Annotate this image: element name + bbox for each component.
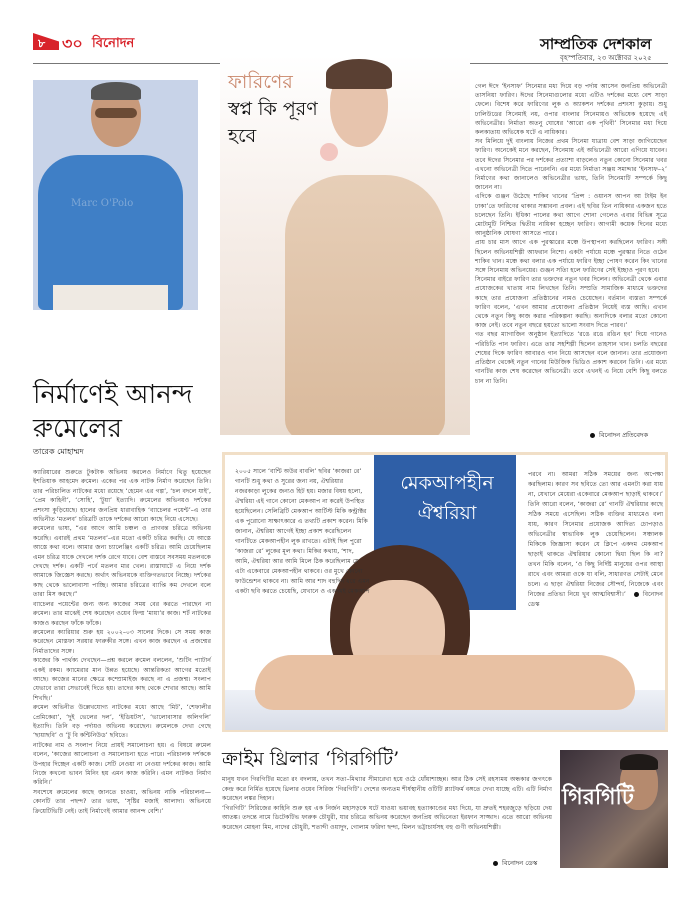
crime-headline: ক্রাইম থ্রিলার ‘গিরগিটি’ xyxy=(222,748,400,770)
bullet-icon xyxy=(634,592,639,597)
rumel-photo: Marc O'Polo xyxy=(33,80,198,310)
anniversary-logo: ৩০ xyxy=(62,34,83,53)
rumel-article-body xyxy=(33,468,211,816)
bullet-icon xyxy=(493,861,498,866)
paragraph: সব মিলিয়ে দুই বাংলায় নিজের প্রথম সিনেমা যাত্রায় বেশ সাড়া জাগিয়েছেন ফারিণ। অনেকেই মনে করছেন, সিনেমায় এই অভিনেত্রী আরো এগিয়ে যাবেন। তবে ঈদের সিনেমার পর দর্শকের প্রত্যাশা বাড়লেও নতুন কোনো সিনেমার খবর এখনো অভিনেত্রী দিতে পারেননি। এর মধ্যে নির্মাতা সঞ্জয় সমাদ্দার ‘ইনসাফ–২’ নির্মাণের কথা জানালেও অভিনেত্রীর ভাষ্য, তিনি সিনেমাটি সম্পর্কে কিছু জানেন না। xyxy=(475,138,667,192)
aishwarya-text-right: পরবে না। আমরা সঠিক সময়ের জন্য অপেক্ষা করছিলাম। কারণ সব ছবিতে তো আর এমনটা করা যায় না, যেখানে মেয়েরা একেবারে মেকআপ ছাড়াই থাকবে।’ তিনি আরো বলেন, ‘কাজরা রে’ গানটি ঐশ্বরিয়ার কাছে সঠিক সময়ে এসেছিল। সঠিক ব্যক্তির মাধ্যমেও বলা যায়, কারণ সিনেমার প্রযোজক আদিত্য চোপড়াও অভিনেত্রীর স্বাভাবিক লুক চেয়েছিলেন। সঞ্চালক মিকিকে জিজ্ঞাসা করেন যে ক্লিপে একদম মেকআপ ছাড়াই থাকতে ঐশ্বরিয়ার কোনো দ্বিধা ছিল কি না? তখন মিকি বলেন, ‘ও কিছু নির্দিষ্ট মানুষের ওপর আস্থা রাখে এবং আমরা ওকে যা বলি, সাধারণত সেটাই মেনে চলে। এ ছাড়া ঐশ্বরিয়া নিজের সৌন্দর্য, নিজেকে এবং নিজের প্রতিভা নিয়ে খুব আত্মবিশ্বাসী।’ বিনোদন ডেস্ক xyxy=(528,471,663,608)
aishwarya-credit: বিনোদন ডেস্ক xyxy=(528,591,663,608)
page-number-badge xyxy=(33,33,59,50)
paragraph: গেল ঈদে ‘ইনসাফ’ সিনেমার মধ্য দিয়ে বড় পর্দায় আসেন জনপ্রিয় অভিনেত্রী তাসনিয়া ফারিণ। ঈদের সিনেমাগুলোর মধ্যে এটিও দর্শকের মধ্যে বেশ সাড়া ফেলে। বিশেষ করে ফারিণের লুক ও অ্যাকশন দর্শকের প্রশংসা কুড়ায়। শুধু ঢালিউডের সিনেমাই নয়, ওপার বাংলার সিনেমায়ও অভিষেক হয়েছে এই অভিনেত্রীর। নির্মাতা অতনু ঘোষের ‘আরো এক পৃথিবী’ সিনেমার মধ্য দিয়ে কলকাতায় অভিষেক ঘটে এ নায়িকার। xyxy=(475,83,667,137)
bullet-icon xyxy=(590,433,595,438)
paragraph: মানুষ যখন গিরগিটির মতো রং বদলায়, তখন সত্য–মিথ্যার সীমারেখা হয়ে ওঠে ধোঁয়াশাচ্ছন্ন। আর ঠিক সেই রহস্যময় অন্ধকার জগৎকে কেন্দ্র করে নির্মিত হয়েছে থ্রিলার ওয়েব সিরিজ ‘গিরগিটি’। দেশের অন্যতম শীর্ষস্থানীয় ওটিটি প্ল্যাটফর্ম বঙ্গতে দেখা যাচ্ছে এটি। এটি নির্মাণ করেছেন লঙ্কর দিহান। xyxy=(222,776,552,802)
paragraph: সবশেষে রুমেলের কাছে জানতে চাওয়া, অভিনয় নাকি পরিচালনা—কোনটি তার পছন্দ? তার ভাষ্য, ‘সৃষ্টির মজাই আলাদা। অভিনয়ে ক্রিয়েটিভিটি নেই। তাই নির্মাণেই আমার আনন্দ বেশি।’ xyxy=(33,788,211,815)
aishwarya-text-left: ২০০৫ সালে ‘বান্টি অউর বাবলি’ ছবির ‘কাজরা রে’ গানটি শুধু কথা ও সুরের জন্য নয়, ঐশ্বরিয়ার নজরকাড়া লুকের জন্যও হিট হয়। মজার বিষয় হলো, ঐশ্বরিয়া এই গানে কোনো মেকআপ না করেই উপস্থিত হয়েছিলেন। সেলিব্রিটি মেকআপ আর্টিস্ট মিকি কন্ট্রাক্টর এক পুরোনো সাক্ষাৎকারে এ তথ্যটি প্রকাশ করেন। মিকি জানান, ঐশ্বরিয়া আগেই ইচ্ছা প্রকাশ করেছিলেন গানটিতে মেকআপহীন লুক রাখতে। এটাই ছিল পুরো ‘কাজরা রে’ লুকের মূল কথা। মিকির কথায়, ‘শাদ, আমি, ঐশ্বরিয়া আর আমি মিলে ঠিক করেছিলাম যে এটা একেবারে মেকআপহীন থাকবে। ওর মুখে কোনো ফাউন্ডেশন থাকবে না। আমি আর শাদ বহুদিন ধরে এমন একটা ছবি করতে চেয়েছি, যেখানে ও একদমই মেকআপ xyxy=(235,468,370,595)
paragraph: প্রায় চার মাস আগে এক পুরস্কারের মঞ্চে উপস্থাপনা করছিলেন ফারিণ। সঙ্গী ছিলেন অভিনয়শিল্পী আফরান নিশো। একটা পর্যায়ে মঞ্চে পুরস্কার নিতে ওঠেন শাকিব খান। মঞ্চে কথা বলার এক পর্যায়ে ফারিণ ইচ্ছা পোষণ করেন কিং খানের সঙ্গে সিনেমায় অভিনয়ের। গুঞ্জন সত্যি হলে ফারিণের সেই ইচ্ছাও পূরণ হবে। xyxy=(475,239,667,275)
paragraph: ‘গিরগিটি’ সিরিজের কাহিনি শুরু হয় এক নির্জন মহাসড়কে ঘটে যাওয়া ভয়াবহ হত্যাকাণ্ডের মধ্য দিয়ে, যা দ্রুতই শহরজুড়ে ছড়িয়ে দেয় আতঙ্ক। তদন্তে নামে ডিটেকটিভ ফারুক চৌধুরী, যার চরিত্রে অভিনয় করেছেন জনপ্রিয় অভিনেতা ইরফান সাজ্জাদ। এতে আরো অভিনয় করেছেন মোহনা মিম, নাদের চৌধুরী, শতাব্দী ওয়াদুদ, গোলাম ফরিদা ছন্দা, মিলন ভট্টাচার্যসহ বহু গুণী অভিনয়শিল্পী। xyxy=(222,804,552,831)
paragraph: কাজের কি পার্থক্য দেখছেন—প্রশ্ন করলে রুমেল বললেন, ‘শুটিং প্যাটার্ন একই রকম। ক্যামেরার মান উন্নত হয়েছে। আন্তরিকতা আগের মতোই আছে। কাজের মানের ক্ষেত্রে কম্প্রোমাইজ করছে না এ প্রজন্ম। সংলাপ যেভাবে তারা সেভাবেই দিতে হয়। তাদের কাছ থেকে শেখার আছে। আমি শিখছি।’ xyxy=(33,657,211,702)
paragraph: গত বছর ম্যাগাজিন অনুষ্ঠান ইত্যাদিতে ‘রঙে রঙে রঙিন হব’ দিয়ে গানেও পরিচিতি পান ফারিণ। এতে তার সহশিল্পী ছিলেন তাহসান খান। চলতি বছরের শেষের দিকে ফারিণ আবারও গান নিয়ে আসছেন বলে জানান। তার প্রযোজনা প্রতিষ্ঠান থেকেই নতুন গানের মিউজিক ভিডিও প্রকাশ করবেন তিনি। এর মধ্যে গানটির কাজ শেষ করেছেন অভিনেত্রী। তবে এখনই এ নিয়ে বেশি কিছু বলতে চান না তিনি। xyxy=(475,331,667,385)
newspaper-masthead: সাম্প্রতিক দেশকাল xyxy=(540,35,652,53)
farin-headline: স্বপ্ন কি পূরণ হবে xyxy=(228,98,318,147)
page-number: ৮ xyxy=(38,37,46,50)
paragraph: রুমেলের ভাষ্য, “এর আগে আমি চঞ্চল ও প্রাণবন্ত চরিত্রে অভিনয় করেছি। এবারই প্রথম ‘মতলব’–এর মতো একটি চরিত্র করছি। যে আস্তে আস্তে কথা বলে। আমার জন্য চ্যালেঞ্জিং একটি চরিত্র। আমি চেয়েছিলাম এমন চরিত্র যাকে দেখলে দর্শক রেগে যাবে। বেশ বাস্তবে সবসময় মতলবকে দেখছে দর্শক। একটি পর্বে মতলব মার খেল। রাস্তাঘাটে এ নিয়ে দর্শক আমাকে জিজ্ঞেস করছে। অর্থাৎ অভিনয়কে ব্যক্তিগতভাবে নিচ্ছে। দর্শকের কাছ থেকে ভালোবাসা পাচ্ছি। আমার চরিত্রের ব্যাপ্তি কম দেখলে বলে তারা মিস করছে।” xyxy=(33,525,211,599)
crime-credit: বিনোদন ডেস্ক xyxy=(493,858,537,869)
rumel-headline: নির্মাণেই আনন্দ রুমেলের xyxy=(33,380,193,444)
dateline: বৃহস্পতিবার, ২৩ অক্টোবর ২০২৫ xyxy=(560,54,652,62)
paragraph: সিনেমার বাইরে ফারিণ তার ভক্তদের নতুন খবর দিলেন। অভিনেত্রী থেকে এবার প্রযোজকের খাতায় নাম লিখছেন তিনি। সম্প্রতি সামাজিক মাধ্যমে ভক্তদের কাছে তার প্রযোজনা প্রতিষ্ঠানের নামও চেয়েছেন। বর্তমান ব্যস্ততা সম্পর্কে ফারিণ বলেন, ‘এখন আমার প্রযোজনা প্রতিষ্ঠান নিয়েই ব্যস্ত আছি। এখান থেকে নতুন কিছু কাজ করার পরিকল্পনা করছি। অন্যদিকে বলার মতো কোনো কাজ নেই। তবে নতুন বছরে হয়তো ভালো সংবাদ দিতে পারব।’ xyxy=(475,276,667,330)
crime-article-body xyxy=(222,775,552,832)
farin-headline-accent: ফারিণের xyxy=(228,71,293,93)
girgiti-poster: গিরগিটি xyxy=(560,750,668,868)
farin-credit: বিনোদন প্রতিবেদক xyxy=(590,430,648,441)
paragraph: রুমেল অভিনীত উল্লেখযোগ্য নাটকের মধ্যে আছে ‘মিট’, ‘শেফালীর প্রেমিকেরা’, ‘দুই ভেলের দল’, ‘ইডিয়টস’, ‘ভালোবাসার অলিগলি’ ইত্যাদি। তিনি বড় পর্দায়ও অভিনয় করেছেন। রুমেলকে দেখা গেছে ‘ছায়াছবি’ ও ‘টু বি কন্টিনিউড’ ছবিতে। xyxy=(33,704,211,740)
rumel-byline: তারেক মোহাম্মদ xyxy=(33,447,84,456)
paragraph: নাটকের নাম ও সংলাপ নিয়ে প্রায়ই সমালোচনা হয়। এ বিষয়ে রুমেল বলেন, ‘কাজের আলোচনা ও সমালোচনা হতে পারে। পরিচালক দর্শককে উপহার দিচ্ছেন একটি কাজ। সেটি নেওয়া না নেওয়া দর্শকের কাজ। আমি নিজে কখনো ভাবন মিনিং হয় এমন কাজ করিনি। এমন নাটকও নির্মাণ করিনি।’ xyxy=(33,741,211,787)
paragraph: ব্যাচেলর পয়েন্টের জন্য অন্য কাজের সময় বের করতে পারছেন না রুমেল। তার মাঝেই শেষ করেছেন ওয়েব ফিল্ম ‘মায়া’র কাজ। শর্ট নাটকের কাজও করছেন ফাঁকে ফাঁকে। xyxy=(33,600,211,627)
farin-article-body xyxy=(475,82,667,386)
paragraph: ক্যারিয়ারের শুরুতে টুকটাক অভিনয় করলেও নির্মাণে থিতু হয়েছেন ইশতিয়াক আহমেদ রুমেল। একের পর এক নাটক নির্মাণ করেছেন তিনি। তার পরিচালিত নাটকের মধ্যে রয়েছে ‘হেমেন এর গল্প’, ‘চল বদলে যাই’, ‘প্রেম কাহিনী’, ‘সোহি’, ‘টুয়া’ ইত্যাদি। রুমেলের অভিনয়ও দর্শকের প্রশংসা কুড়িয়েছে। হালের জনপ্রিয় ধারাবাহিক ‘ব্যাচেলর পয়েন্ট’–এ তার অভিনীত ‘মতলব’ চরিত্রটি তাকে দর্শকের আরো কাছে নিয়ে এসেছে। xyxy=(33,469,211,524)
aishwarya-headline: মেকআপহীন ঐশ্বরিয়া xyxy=(400,472,494,524)
paragraph: এদিকে গুঞ্জন উঠেছে শাকিব খানের ‘প্রিন্স : ওয়ানস আপন আ টাইম ইন ঢাকা’তে ফারিণের থাকার সম্ভাবনা প্রবল। এই ছবির তিন নায়িকার একজন হতে চলেছেন তিনি। ইধিকা পালের কথা আগে শোনা গেলেও এবার বিভিন্ন সূত্রে মোটামুটি নিশ্চিত দ্বিতীয় নায়িকা হচ্ছেন ফারিণ। আগামী কয়েক দিনের মধ্যে আনুষ্ঠানিক ঘোষণা আসতে পারে। xyxy=(475,193,667,238)
paragraph: রুমেলের ক্যারিয়ার শুরু হয় ২০০২–০৩ সালের দিকে। সে সময় কাজ করেছেন মোস্তফা সরয়ার ফারুকীর সঙ্গে। এখন কাজ করছেন এ প্রজন্মের নির্মাতাদের সঙ্গে। xyxy=(33,628,211,655)
section-name: বিনোদন xyxy=(92,36,135,51)
